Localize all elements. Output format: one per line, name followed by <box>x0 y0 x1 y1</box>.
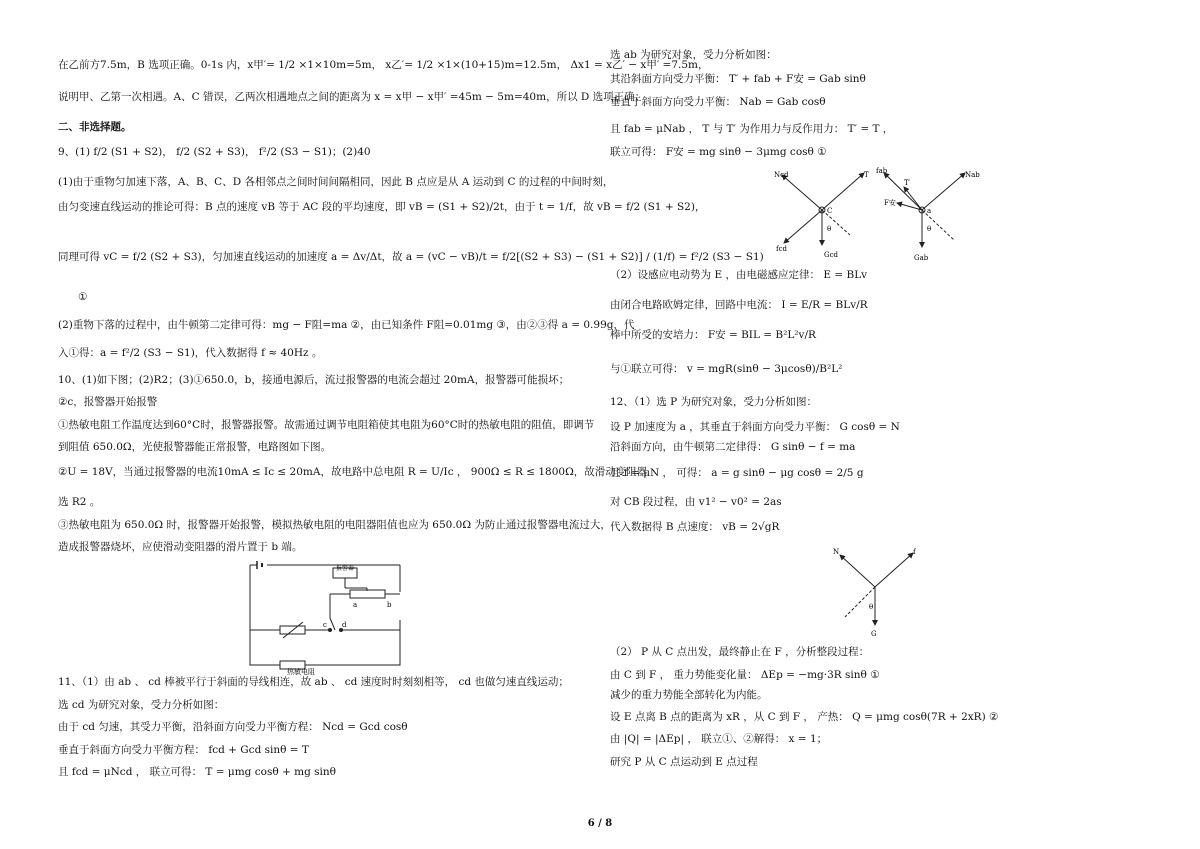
label-f-an: F安 <box>884 199 896 207</box>
right-text-line: （2） P 从 C 点出发，最终静止在 F ，分析整段过程： <box>610 646 870 658</box>
left-text-line: 9、(1) f/2 (S1 + S2)， f/2 (S2 + S3)， f²/2 (S3 − S1)；(2)40 <box>58 146 371 158</box>
label-g: G <box>871 630 877 638</box>
left-text-line: 二、非选择题。 <box>58 121 132 133</box>
thermistor-label: 热敏电阻 <box>287 668 315 675</box>
label-fcd: fcd <box>776 245 787 253</box>
right-text-line: 且 f = μN ， 可得： a = g sinθ − μg cosθ = 2/5 g <box>610 467 864 479</box>
right-text-line: 棒中所受的安培力： F安 = BIL = B²L²v/R <box>610 329 816 341</box>
label-c: c <box>323 621 327 629</box>
label-theta-ab: θ <box>927 225 932 233</box>
right-text-line: （2）设感应电动势为 E ，由电磁感应定律： E = BLv <box>610 269 868 281</box>
label-a: a <box>353 601 358 609</box>
left-text-line: ②U = 18V，当通过报警器的电流10mA ≤ Ic ≤ 20mA，故电路中总电阻 R = U/Ic ， 900Ω ≤ R ≤ 1800Ω，故滑动变阻器 <box>58 466 648 478</box>
right-text-line: 由闭合电路欧姆定律，回路中电流： I = E/R = BLv/R <box>610 299 868 311</box>
left-text-line: 选 cd 为研究对象，受力分析如图： <box>58 699 225 711</box>
left-text-line: 入①得：a = f²/2 (S3 − S1)，代入数据得 f ≈ 40Hz 。 <box>58 347 323 359</box>
label-f: f <box>913 548 916 556</box>
circuit-diagram <box>235 560 415 675</box>
left-text-line: 选 R2 。 <box>58 496 101 508</box>
right-text-line: 由 |Q| = |ΔEp| ， 联立①、②解得： x = 1； <box>610 733 828 745</box>
right-text-line: 其沿斜面方向受力平衡： T′ + fab + F安 = Gab sinθ <box>610 73 866 85</box>
label-t: T <box>864 171 869 179</box>
right-text-line: 且 fab = μNab ， T 与 T′ 为作用力与反作用力： T′ = T ， <box>610 123 894 135</box>
right-text-line: 12、（1）选 P 为研究对象，受力分析如图： <box>610 396 818 408</box>
right-text-line: 对 CB 段过程，由 v1² − v0² = 2as <box>610 496 782 508</box>
label-n: N <box>833 548 840 556</box>
left-text-line: 11、（1）由 ab 、 cd 棒被平行于斜面的导线相连，故 ab 、 cd 速度时时刻刻相等， cd 也做匀速直线运动； <box>58 676 569 688</box>
label-theta-cd: θ <box>827 225 832 233</box>
left-text-line: ③热敏电阻为 650.0Ω 时，报警器开始报警，模拟热敏电阻的电阻器阻值也应为 650.0Ω 为防止通过报警器电流过大， <box>58 519 611 531</box>
page-number: 6 / 8 <box>587 818 613 829</box>
force-diagram-11 <box>772 165 987 265</box>
left-text-line: 造成报警器烧坏，应使滑动变阻器的滑片置于 b 端。 <box>58 541 303 553</box>
alarm-label: 报警器 <box>335 565 355 572</box>
label-b: b <box>387 601 392 609</box>
right-text-line: 设 P 加速度为 a ，其垂直于斜面方向受力平衡： G cosθ = N <box>610 421 900 433</box>
label-fab: fab <box>876 167 888 175</box>
right-text-line: 设 E 点离 B 点的距离为 xR ，从 C 到 F ， 产热： Q = μmg cosθ(7R + 2xR) ② <box>610 711 999 723</box>
left-text-line: 由于 cd 匀速，其受力平衡，沿斜面方向受力平衡方程： Ncd = Gcd cosθ <box>58 721 408 733</box>
label-gab: Gab <box>914 254 929 262</box>
label-a-point: a <box>927 207 932 215</box>
left-text-line: 到阻值 650.0Ω，光使报警器能正常报警，电路图如下图。 <box>58 441 332 453</box>
label-nab: Nab <box>965 171 980 179</box>
left-text-line: ①热敏电阻工作温度达到60°C时，报警器报警。故需通过调节电阻箱使其电阻为60°C时的热敏电阻的阻值，即调节 <box>58 419 595 431</box>
right-text-line: 减少的重力势能全部转化为内能。 <box>610 689 768 701</box>
left-text-line: 且 fcd = μNcd ， 联立可得： T = μmg cosθ + mg sinθ <box>58 766 336 778</box>
left-text-line: 说明甲、乙第一次相遇。A、C 错误，乙两次相遇地点之间的距离为 x = x甲 − x甲′ =45m − 5m=40m，所以 D 选项正确； <box>58 91 646 103</box>
right-text-line: 研究 P 从 C 点运动到 E 点过程 <box>610 756 758 768</box>
left-text-line: 10、(1)如下图；(2)R2；(3)①650.0，b，接通电源后，流过报警器的电流会超过 20mA，报警器可能损坏； <box>58 374 570 386</box>
right-text-line: 垂直于斜面方向受力平衡： Nab = Gab cosθ <box>610 96 826 108</box>
label-gcd: Gcd <box>824 251 838 259</box>
left-text-line: ②c，报警器开始报警 <box>58 396 158 408</box>
left-text-line: 在乙前方7.5m，B 选项正确。0-1s 内，x甲′= 1/2 ×1×10m=5m， x乙′= 1/2 ×1×(10+15)m=12.5m， Δx1 = x乙′ − x甲′ =7.5m， <box>58 59 709 71</box>
right-text-line: 联立可得： F安 = mg sinθ − 3μmg cosθ ① <box>610 146 827 158</box>
left-text-line: ① <box>78 291 88 303</box>
right-text-line: 与①联立可得： v = mgR(sinθ − 3μcosθ)/B²L² <box>610 363 843 375</box>
label-c-point: C <box>827 207 833 215</box>
right-text-line: 沿斜面方向，由牛顿第二定律得： G sinθ − f = ma <box>610 441 856 453</box>
right-text-line: 选 ab 为研究对象，受力分析如图： <box>610 49 777 61</box>
label-ncd: Ncd <box>774 171 789 179</box>
label-d: d <box>342 621 347 629</box>
label-t-prime: T′ <box>904 179 911 187</box>
force-diagram-12 <box>825 545 925 640</box>
left-text-line: 同理可得 vC = f/2 (S2 + S3)，匀加速直线运动的加速度 a = Δv/Δt，故 a = (vC − vB)/t = f/2[(S2 + S3) − (S1 + S2)] / (1/f) = f²/2 (S3 − S1) <box>58 251 764 263</box>
left-text-line: (2)重物下落的过程中，由牛顿第二定律可得：mg − F阻=ma ②，由已知条件 F阻=0.01mg ③，由②③得 a = 0.99g，代 <box>58 319 635 331</box>
label-theta: θ <box>869 603 874 611</box>
left-text-line: 垂直于斜面方向受力平衡方程： fcd + Gcd sinθ = T <box>58 744 309 756</box>
left-text-line: (1)由于重物匀加速下落，A、B、C、D 各相邻点之间时间间隔相同，因此 B 点应是从 A 运动到 C 的过程的中间时刻， <box>58 176 614 188</box>
right-text-line: 代入数据得 B 点速度： vB = 2√gR <box>610 521 780 533</box>
right-text-line: 由 C 到 F ， 重力势能变化量： ΔEp = −mg·3R sinθ ① <box>610 669 880 681</box>
left-text-line: 由匀变速直线运动的推论可得：B 点的速度 vB 等于 AC 段的平均速度，即 vB = (S1 + S2)/2t，由于 t = 1/f，故 vB = f/2 (S1 + S2)， <box>58 201 706 213</box>
